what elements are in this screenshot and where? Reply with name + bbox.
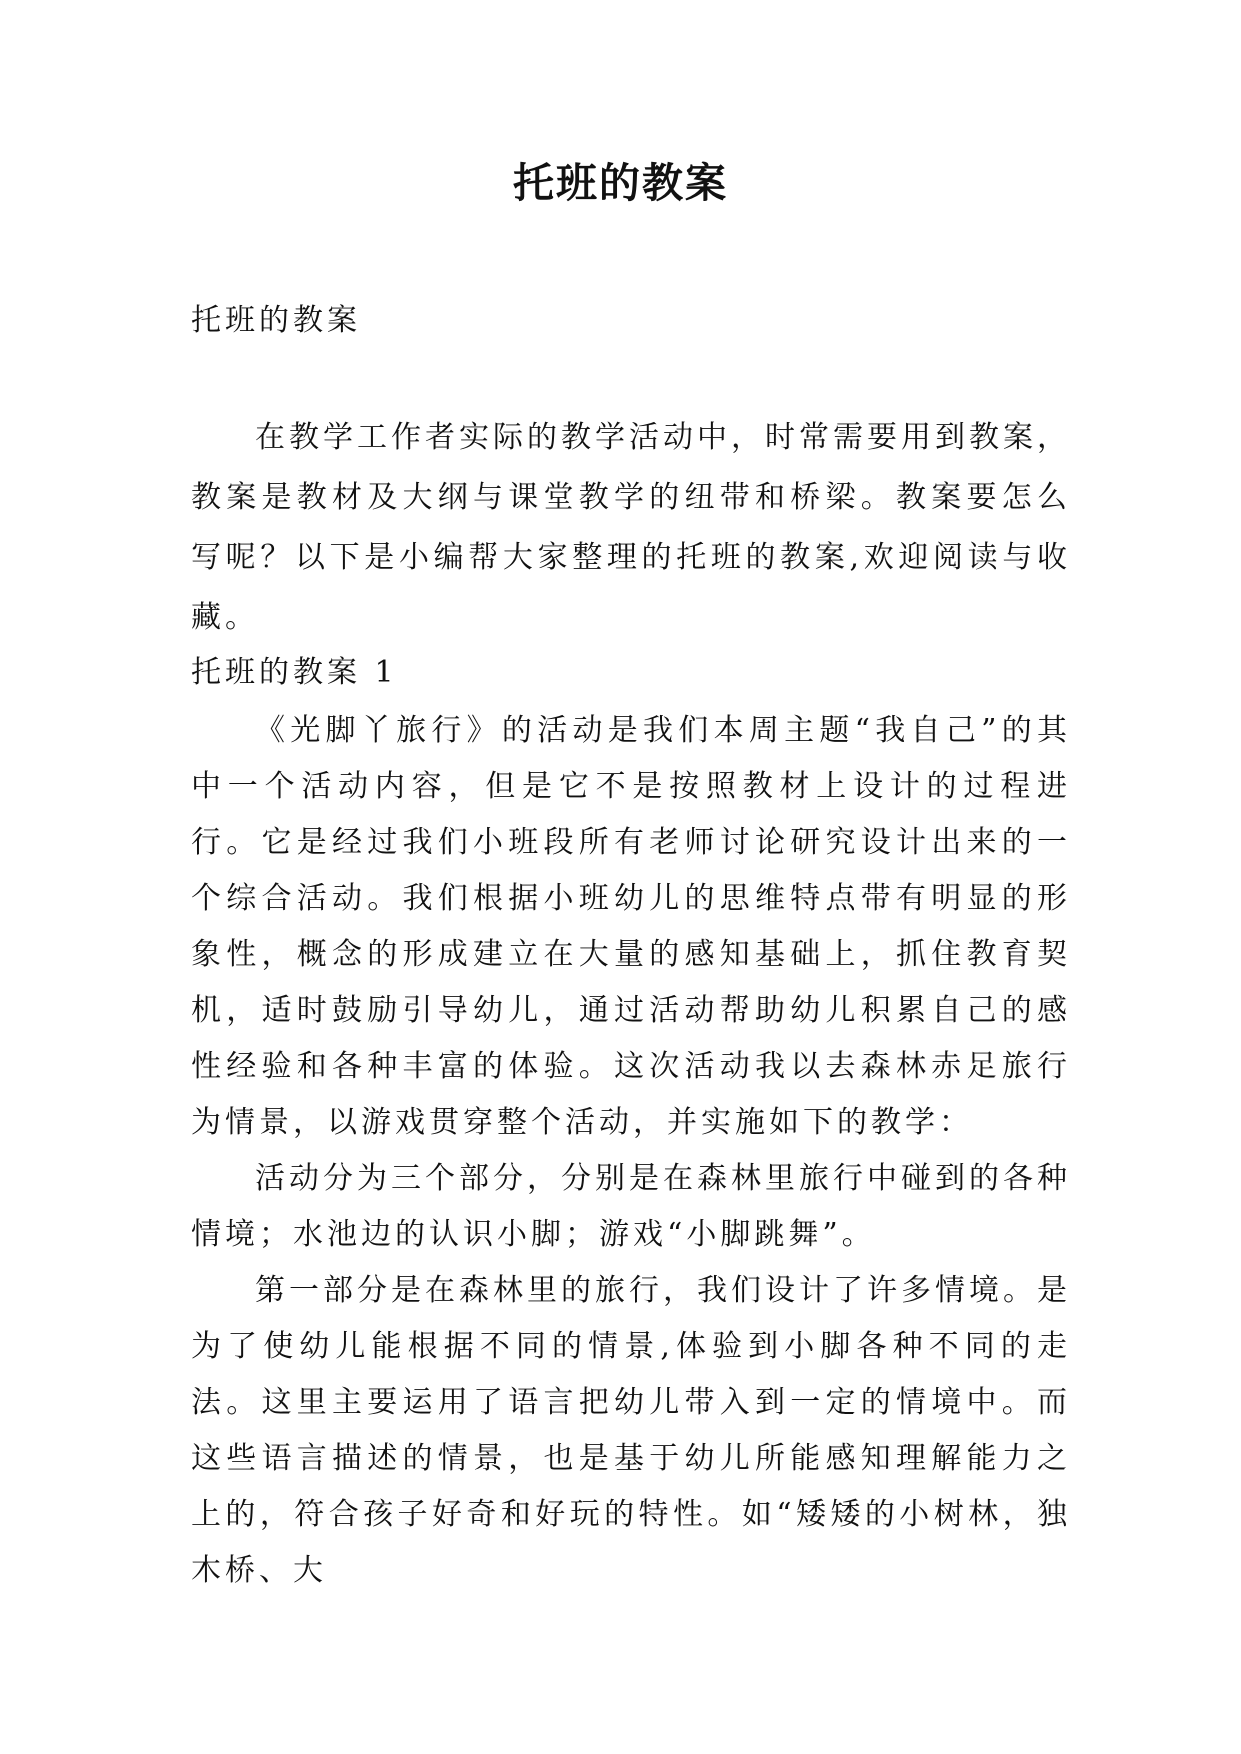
- body-paragraph: 第一部分是在森林里的旅行，我们设计了许多情境。是为了使幼儿能根据不同的情景,体验到小脚各种不同的走法。这里主要运用了语言把幼儿带入到一定的情境中。而这些语言描述的情景，也是基于幼儿所能感知理解能力之上的，符合孩子好奇和好玩的特性。如“矮矮的小树林，独木桥、大: [191, 1273, 1071, 1588]
- body-paragraph: 《光脚丫旅行》的活动是我们本周主题“我自己”的其中一个活动内容，但是它不是按照教材上设计的过程进行。它是经过我们小班段所有老师讨论研究设计出来的一个综合活动。我们根据小班幼儿的思维特点带有明显的形象性，概念的形成建立在大量的感知基础上，抓住教育契机，适时鼓励引导幼儿，通过活动帮助幼儿积累自己的感性经验和各种丰富的体验。这次活动我以去森林赤足旅行为情景，以游戏贯穿整个活动，并实施如下的教学：: [191, 713, 1071, 1140]
- section-heading: 托班的教案 1: [191, 655, 398, 690]
- document-subtitle: 托班的教案: [191, 303, 361, 338]
- intro-block: [191, 408, 1071, 648]
- document-title: 托班的教案: [513, 159, 728, 207]
- section-1: [191, 645, 1071, 1599]
- intro-paragraph: 在教学工作者实际的教学活动中，时常需要用到教案，教案是教材及大纲与课堂教学的纽带和桥梁。教案要怎么写呢？以下是小编帮大家整理的托班的教案,欢迎阅读与收藏。: [191, 420, 1071, 635]
- body-paragraph: 活动分为三个部分，分别是在森林里旅行中碰到的各种情境；水池边的认识小脚；游戏“小脚跳舞”。: [191, 1161, 1071, 1252]
